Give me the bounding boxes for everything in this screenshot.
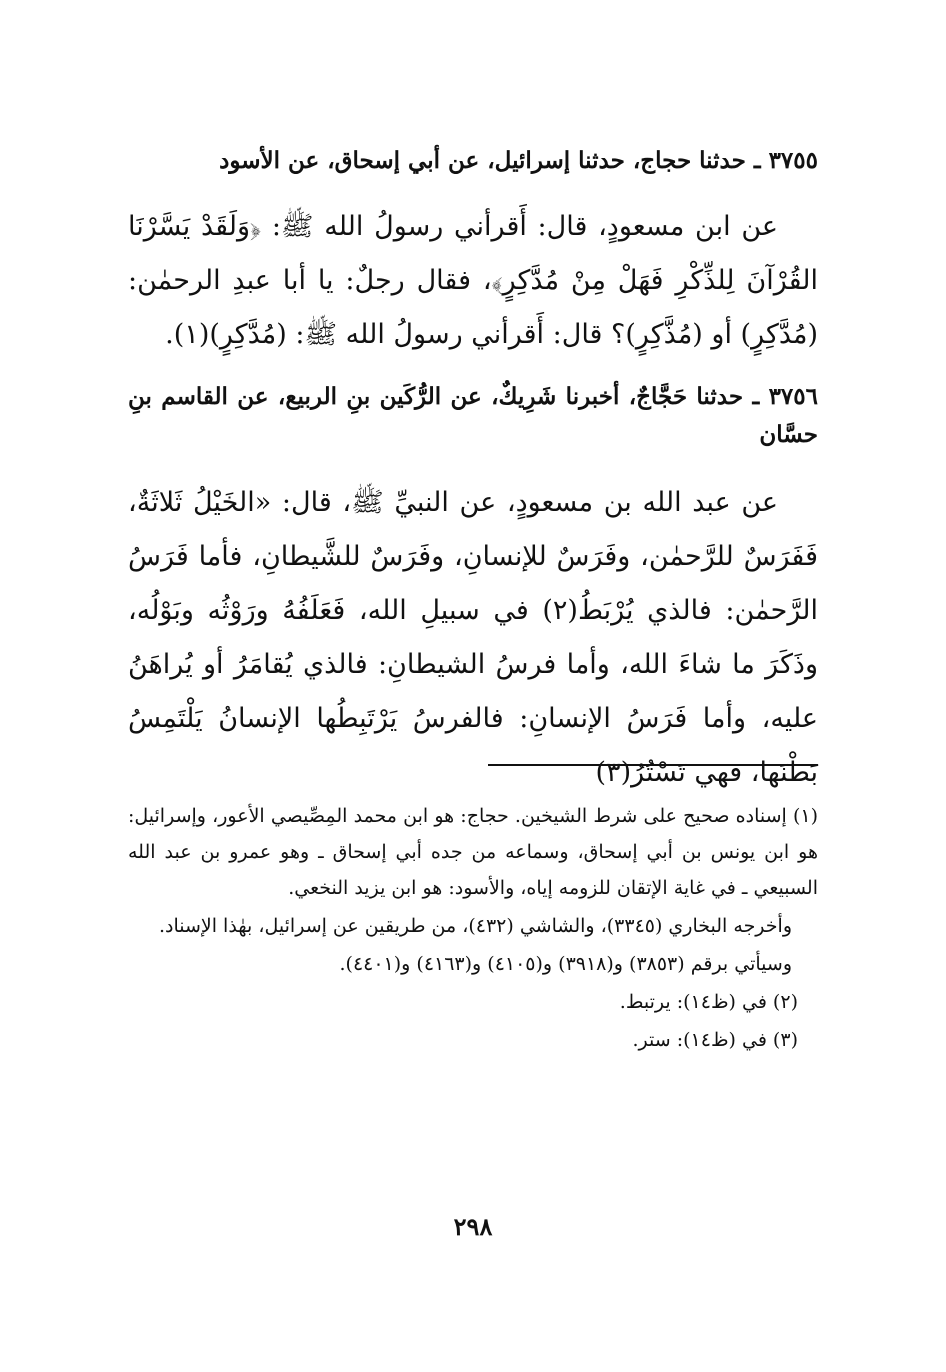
isnad-text: ٣٧٥٦ ـ حدثنا حَجَّاجٌ، أخبرنا شَرِيكٌ، عن الرُّكَين بنِ الربيع، عن القاسم بنِ حسَّان <box>128 383 818 448</box>
page-number: ٢٩٨ <box>453 1212 493 1241</box>
matn-text: عن ابن مسعودٍ، قال: أَقرأني رسولُ الله ﷺ: ﴿وَلَقَدْ يَسَّرْنَا القُرْآنَ لِلذِّكْرِ فَهَلْ مِنْ مُدَّكِرٍ﴾، فقال رجلٌ: يا أبا عبدِ الرحمٰن: (مُدَّكِرٍ) أو (مُذَّكِرٍ)؟ قال: أَقرأني رسولُ الله ﷺ: (مُدَّكِرٍ)(١). <box>128 211 818 350</box>
footnote-1: (١) إسناده صحيح على شرط الشيخين. حجاج: هو ابن محمد المِصِّيصي الأعور، وإسرائيل: هو ابن يونس بن أبي إسحاق، وسماعه من جده أبي إسحاق ـ وهو عمرو بن عبد الله السبيعي ـ في غاية الإتقان للزومه إياه، والأسود: هو ابن يزيد النخعي. <box>128 805 818 899</box>
isnad-text: ٣٧٥٥ ـ حدثنا حجاج، حدثنا إسرائيل، عن أبي إسحاق، عن الأسود <box>219 147 818 174</box>
matn-text: عن عبد الله بن مسعودٍ، عن النبيِّ ﷺ، قال: «الخَيْلُ ثَلاثَةٌ، فَفَرَسٌ للرَّحمٰن، وفَرَسٌ للإنسانِ، وفَرَسٌ للشَّيطانِ، فأما فَرَسُ الرَّحمٰن: فالذي يُرْبَطُ(٢) في سبيلِ الله، فَعَلَفُهُ ورَوْثُه وبَوْلُه، وذَكَرَ ما شاءَ الله، وأما فرسُ الشيطانِ: فالذي يُقامَرُ أو يُراهَنُ عليه، وأما فَرَسُ الإنسانِ: فالفرسُ يَرْتَبِطُها الإنسانُ يَلْتَمِسُ بَطْنَها، فهي تَسْتُرُ(٣) <box>128 487 818 788</box>
footnote-1-takhrij: وأخرجه البخاري (٣٣٤٥)، والشاشي (٤٣٢)، من طريقين عن إسرائيل، بهٰذا الإسناد. <box>158 915 792 937</box>
footnote-2: (٢) في (ظ١٤): يرتبط. <box>619 991 798 1013</box>
hadith-3755-matn <box>128 200 818 362</box>
footnotes <box>128 798 818 1060</box>
footnote-divider <box>488 764 818 766</box>
hadith-3755-isnad <box>128 142 818 180</box>
footnote-1-cross-reference: وسيأتي برقم (٣٨٥٣) و(٣٩١٨) و(٤١٠٥) و(٤١٦٣) و(٤٤٠١). <box>339 953 792 975</box>
hadith-3756-matn <box>128 476 818 800</box>
footnote-3: (٣) في (ظ١٤): ستر. <box>632 1029 798 1051</box>
hadith-3756-isnad <box>128 378 818 454</box>
